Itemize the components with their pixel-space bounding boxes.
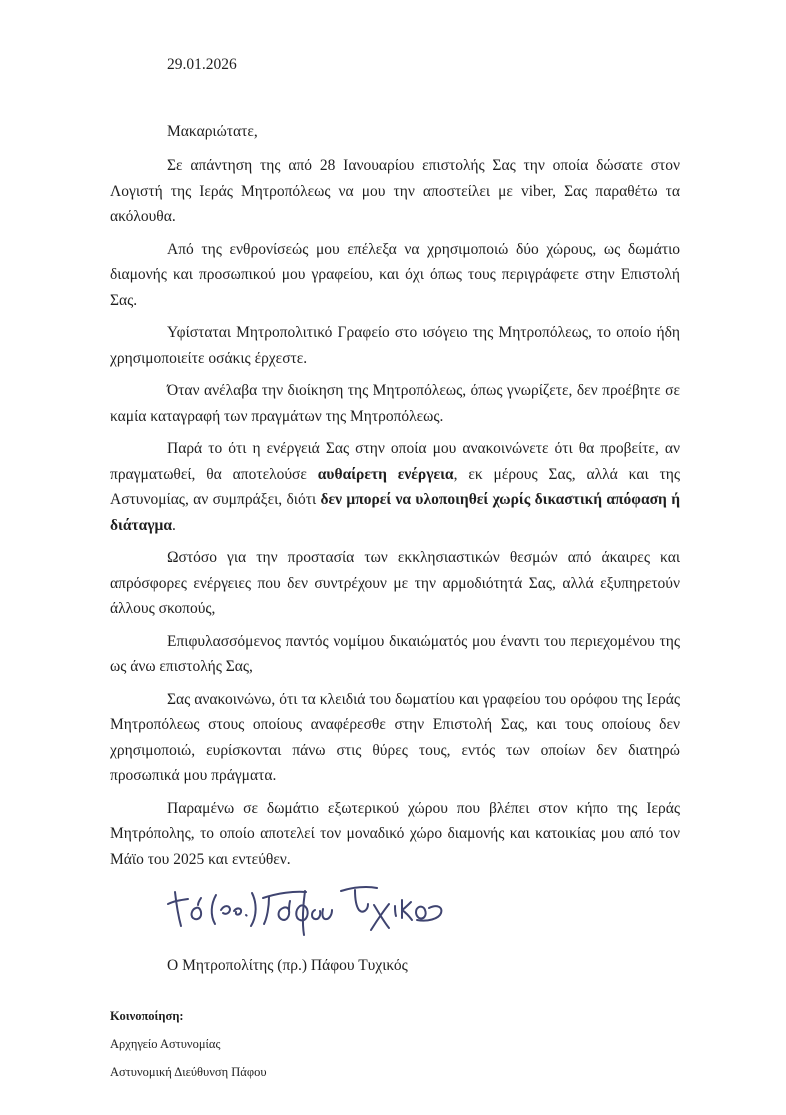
text-run: Από της ενθρονίσεώς μου επέλεξα να χρησιμοποιώ δύο χώρους, ως δωμάτιο διαμονής και προσωπικού μου γραφείου, και όχι όπως τους περιγράφετε στην Επιστολή Σας. (110, 240, 680, 309)
signature-image (165, 879, 445, 937)
text-run: Όταν ανέλαβα την διοίκηση της Μητροπόλεως, όπως γνωρίζετε, δεν προέβητε σε καμία καταγραφή των πραγμάτων της Μητροπόλεως. (110, 382, 680, 425)
cc-heading: Κοινοποίηση: (110, 1009, 184, 1023)
text-run: Σε απάντηση της από 28 Ιανουαρίου επιστολής Σας την οποία δώσατε στον Λογιστή της Ιεράς Μητροπόλεως να μου την αποστείλει με viber, Σας παραθέτω τα ακόλουθα. (110, 157, 680, 225)
paragraph (110, 629, 680, 680)
text-run: Σας ανακοινώνω, ότι τα κλειδιά του δωματίου και γραφείου του ορόφου της Ιεράς Μητροπόλεως στους οποίους αναφέρεσθε στην Επιστολή Σας, και τους οποίους δεν χρησιμοποιώ, ευρίσκονται πάνω στις θύρες τους, εντός των οποίων δεν διατηρώ προσωπικά μου πράγματα. (110, 690, 680, 784)
cc-item: Αστυνομική Διεύθυνση Πάφου (110, 1065, 267, 1079)
bold-phrase: αυθαίρετη ενέργεια (317, 465, 454, 483)
paragraph (110, 436, 680, 538)
paragraph (110, 320, 680, 371)
bold-phrase: δεν μπορεί να υλοποιηθεί χωρίς δικαστική απόφαση ή διάταγμα (110, 491, 680, 534)
letter-body (110, 153, 680, 872)
letter-date: 29.01.2026 (167, 56, 237, 73)
paragraph (110, 545, 680, 622)
paragraph (110, 153, 680, 230)
text-run: Παραμένω σε δωμάτιο εξωτερικού χώρου που βλέπει στον κήπο της Ιεράς Μητρόπολης, το οποίο αποτελεί τον μοναδικό χώρο διαμονής και κατοικίας μου από τον Μάϊο του 2025 και εντεύθεν. (110, 799, 680, 868)
handwritten-signature-icon (165, 879, 445, 937)
cc-block (110, 1007, 680, 1081)
text-run: Υφίσταται Μητροπολιτικό Γραφείο στο ισόγειο της Μητροπόλεως, το οποίο ήδη χρησιμοποιείτε οσάκις έρχεστε. (110, 324, 680, 367)
text-run: . (172, 516, 176, 534)
text-run: Παρά το ότι η ενέργειά Σας στην οποία μου ανακοινώνετε ότι θα προβείτε, αν πραγματωθεί, θα αποτελούσε (110, 440, 680, 483)
paragraph (110, 687, 680, 789)
closing-line: Ο Μητροπολίτης (πρ.) Πάφου Τυχικός (167, 957, 408, 974)
paragraph (110, 378, 680, 429)
text-run: Επιφυλασσόμενος παντός νομίμου δικαιώματός μου έναντι του περιεχομένου της ως άνω επιστολής Σας, (110, 632, 680, 675)
text-run: Ωστόσο για την προστασία των εκκλησιαστικών θεσμών από άκαιρες και απρόσφορες ενέργειες που δεν συντρέχουν με την αρμοδιότητά Σας, αλλά εξυπηρετούν άλλους σκοπούς, (110, 549, 680, 617)
paragraph (110, 796, 680, 873)
text-run: , εκ μέρους Σας, αλλά και της Αστυνομίας, αν συμπράξει, διότι (110, 465, 680, 508)
cc-item: Αρχηγείο Αστυνομίας (110, 1037, 221, 1051)
salutation: Μακαριώτατε, (167, 123, 258, 140)
paragraph (110, 237, 680, 314)
